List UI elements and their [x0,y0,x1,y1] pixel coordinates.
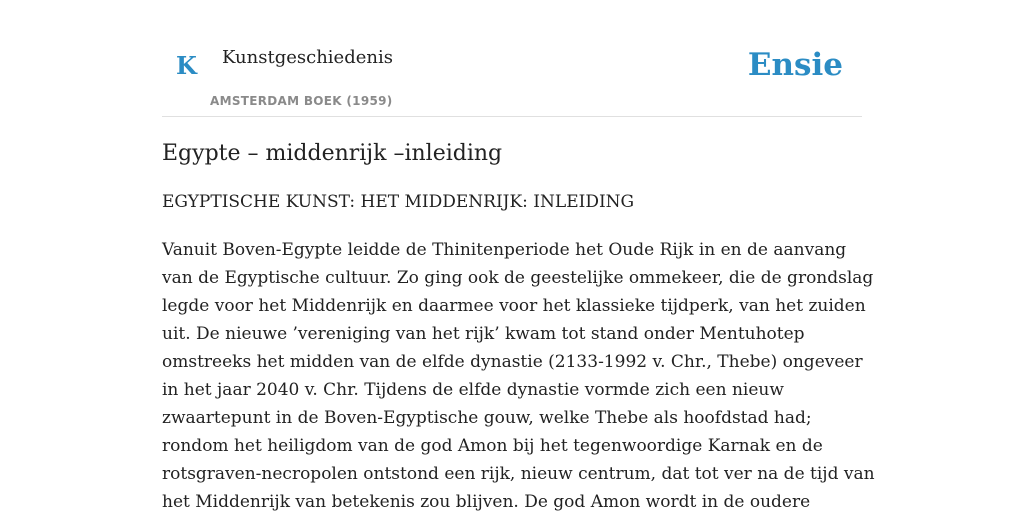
brand-logo[interactable]: Ensie [747,47,843,83]
body-line: rotsgraven-necropolen ontstond een rijk, nieuw centrum, dat tot ver na de tijd van [162,464,875,484]
source-label: AMSTERDAM BOEK (1959) [210,94,393,108]
body-line: Vanuit Boven-Egypte leidde de Thinitenperiode het Oude Rijk in en de aanvang [162,240,847,260]
category-link[interactable]: Kunstgeschiedenis [222,47,393,68]
category-logo[interactable]: K [176,51,197,80]
body-line: het Middenrijk van betekenis zou blijven. De god Amon wordt in de oudere [162,492,811,512]
article-body [162,236,875,512]
body-line: rondom het heiligdom van de god Amon bij het tegenwoordige Karnak en de [162,436,823,456]
body-line: van de Egyptische cultuur. Zo ging ook de geestelijke ommekeer, die de grondslag [162,268,874,288]
body-line: zwaartepunt in de Boven-Egyptische gouw, welke Thebe als hoofdstad had; [162,408,812,428]
site-header [162,0,862,117]
body-line: omstreeks het midden van de elfde dynastie (2133-1992 v. Chr., Thebe) ongeveer [162,352,863,372]
body-line: legde voor het Middenrijk en daarmee voor het klassieke tijdperk, van het zuiden [162,296,866,316]
article-subtitle: EGYPTISCHE KUNST: HET MIDDENRIJK: INLEIDING [162,192,635,212]
body-line: uit. De nieuwe ’vereniging van het rijk’ kwam tot stand onder Mentuhotep [162,324,805,344]
body-line: in het jaar 2040 v. Chr. Tijdens de elfde dynastie vormde zich een nieuw [162,380,784,400]
article-title: Egypte – middenrijk –inleiding [162,141,503,166]
article [162,138,875,512]
